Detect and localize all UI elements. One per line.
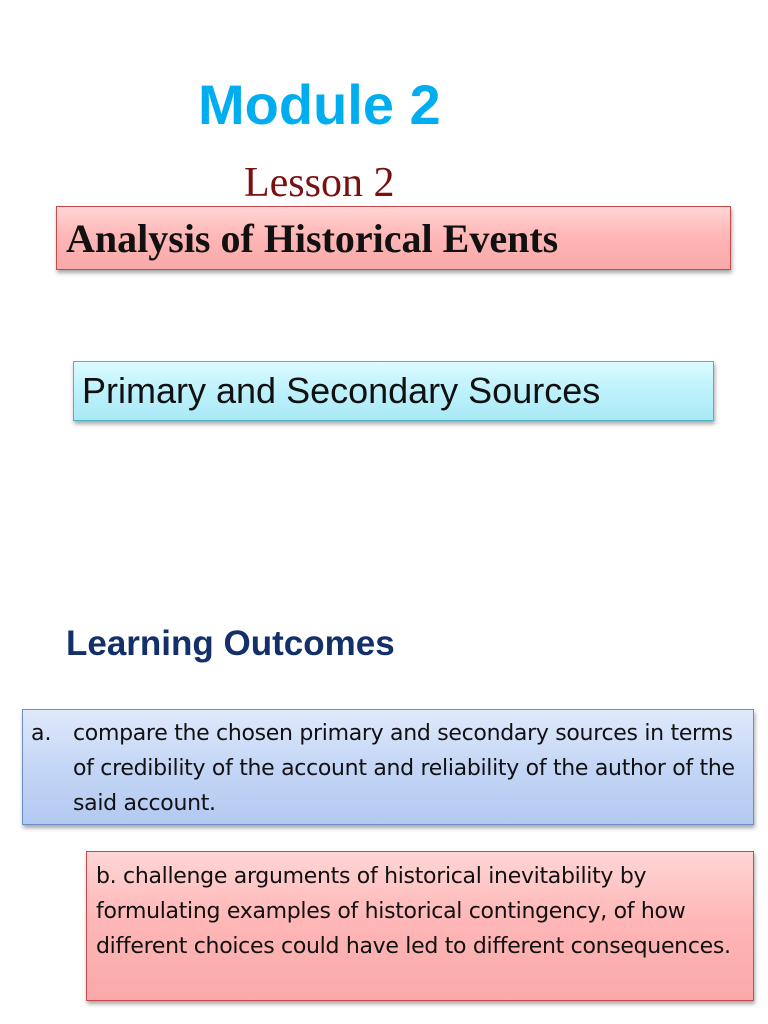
module-title: Module 2 [198, 73, 441, 136]
lesson-heading: Analysis of Historical Events [66, 216, 559, 261]
outcome-b-box [86, 851, 754, 1001]
outcome-a-text: compare the chosen primary and secondary sources in terms of credibility of the account and reliability of the author of the said account. [73, 721, 735, 816]
outcome-a-marker: a. [31, 721, 52, 746]
subtopic-box [73, 361, 714, 421]
outcome-b-text: b. challenge arguments of historical inevitability by formulating examples of historical contingency, of how different choices could have led to different consequences. [96, 864, 731, 959]
lesson-heading-box [56, 206, 731, 270]
lesson-label: Lesson 2 [244, 160, 395, 206]
subtopic-title: Primary and Secondary Sources [82, 370, 601, 411]
outcome-a-box [22, 709, 754, 825]
learning-outcomes-heading: Learning Outcomes [66, 624, 395, 663]
